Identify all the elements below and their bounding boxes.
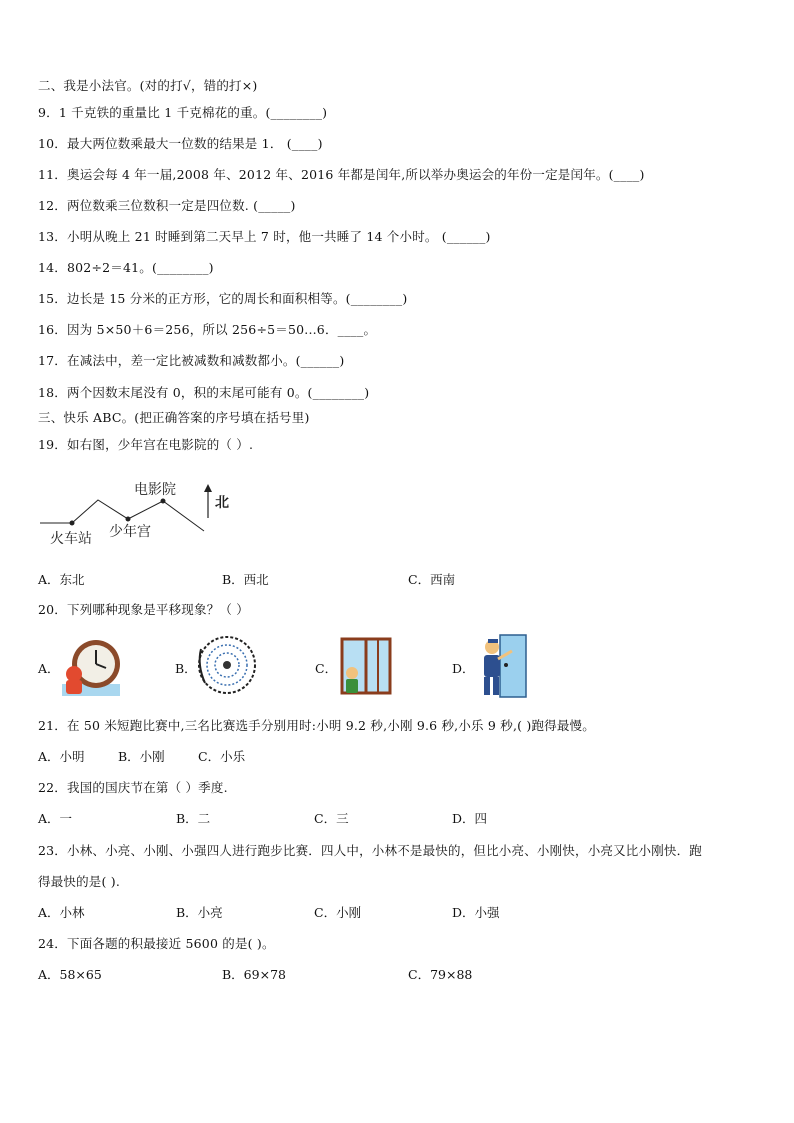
q19-option-a: A．东北: [38, 572, 85, 587]
station-label: 火车站: [50, 531, 92, 547]
q21-option-a: A．小明: [38, 749, 85, 764]
question-15: 15．边长是 15 分米的正方形，它的周长和面积相等。(________): [38, 291, 408, 306]
question-11: 11．奥运会每 4 年一届,2008 年、2012 年、2016 年都是闰年,所以举办奥运会的年份一定是闰年。(____): [38, 167, 645, 182]
q22-option-d: D．四: [452, 811, 488, 826]
question-10: 10．最大两位数乘最大一位数的结果是 1． (____): [38, 136, 323, 151]
clock-image: [60, 634, 122, 698]
north-label: 北: [215, 495, 229, 511]
question-16: 16．因为 5×50＋6＝256，所以 256÷5＝50...6．____。: [38, 322, 377, 337]
section-3-title: 三、快乐 ABC。(把正确答案的序号填在括号里): [38, 410, 310, 425]
q22-option-a: A．一: [38, 811, 73, 826]
fan-hub: [223, 661, 231, 669]
window-image: [338, 637, 394, 697]
question-17: 17．在减法中，差一定比被减数和减数都小。(______): [38, 353, 345, 368]
door-image: [476, 633, 532, 699]
youth-palace-label: 少年宫: [109, 524, 151, 540]
q19-option-c: C．西南: [408, 572, 456, 587]
q23-option-b: B．小亮: [176, 905, 223, 920]
person-head: [66, 666, 82, 682]
q24-option-a: A．58×65: [38, 967, 102, 982]
q21-option-c: C．小乐: [198, 749, 246, 764]
q23-option-c: C．小刚: [314, 905, 362, 920]
question-23-line-1: 23．小林、小亮、小刚、小强四人进行跑步比赛．四人中，小林不是最快的，但比小亮、小刚快，小亮又比小刚快．跑: [38, 843, 703, 858]
north-arrow-icon: [204, 484, 212, 492]
question-19: 19．如右图，少年宫在电影院的（ ）.: [38, 437, 254, 452]
question-14: 14．802÷2＝41。(________): [38, 260, 214, 275]
youth-palace-point: [126, 517, 131, 522]
question-23-line-2: 得最快的是( ).: [38, 874, 121, 889]
q19-option-b: B．西北: [222, 572, 269, 587]
direction-map: [36, 476, 246, 551]
door-panel: [500, 635, 526, 697]
q23-option-a: A．小林: [38, 905, 85, 920]
person-head: [346, 667, 358, 679]
q20-option-a: A．: [38, 661, 60, 676]
station-point: [70, 521, 75, 526]
q24-option-c: C．79×88: [408, 967, 473, 982]
question-21: 21．在 50 米短跑比赛中,三名比赛选手分别用时:小明 9.2 秒,小刚 9.6 秒,小乐 9 秒,( )跑得最慢。: [38, 718, 595, 733]
q20-option-c: C．: [315, 661, 338, 676]
q24-option-b: B．69×78: [222, 967, 286, 982]
question-9: 9．1 千克铁的重量比 1 千克棉花的重。(________): [38, 105, 328, 120]
question-18: 18．两个因数末尾没有 0，积的末尾可能有 0。(________): [38, 385, 370, 400]
question-12: 12．两位数乘三位数积一定是四位数. (_____): [38, 198, 296, 213]
q21-option-b: B．小刚: [118, 749, 165, 764]
q22-option-c: C．三: [314, 811, 349, 826]
question-13: 13．小明从晚上 21 时睡到第二天早上 7 时，他一共睡了 14 个小时。 (______): [38, 229, 491, 244]
q20-option-b: B．: [175, 661, 197, 676]
q23-option-d: D．小强: [452, 905, 500, 920]
section-2-title: 二、我是小法官。(对的打√，错的打×): [38, 78, 258, 93]
question-24: 24．下面各题的积最接近 5600 的是( )。: [38, 936, 275, 951]
question-20: 20．下列哪种现象是平移现象？（ ）: [38, 602, 249, 617]
cinema-label: 电影院: [134, 482, 176, 498]
q22-option-b: B．二: [176, 811, 211, 826]
fan-image: [195, 629, 257, 705]
q20-option-d: D．: [452, 661, 475, 676]
cinema-point: [161, 499, 166, 504]
question-22: 22．我国的国庆节在第（ ）季度.: [38, 780, 228, 795]
